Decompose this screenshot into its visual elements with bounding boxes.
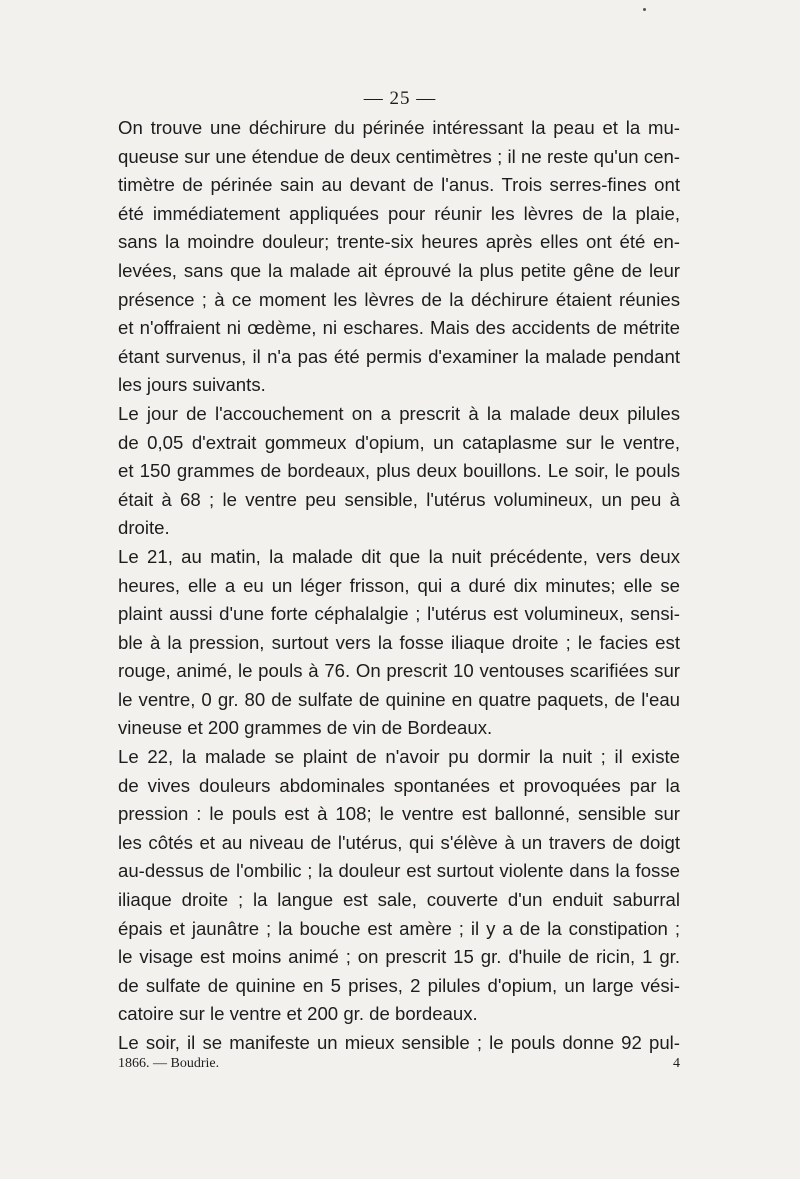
text-line: queuse sur une étendue de deux centimètres ; il ne reste qu'un cen- [118,145,680,167]
text-line: de 0,05 d'extrait gommeux d'opium, un cataplasme sur le ventre, [118,431,680,453]
text-line: rouge, animé, le pouls à 76. On prescrit 10 ventouses scarifiées sur [118,660,680,682]
signature-number: 4 [673,1056,680,1071]
text-line: étant survenus, il n'a pas été permis d'examiner la malade pendant [118,345,680,367]
text-line: de vives douleurs abdominales spontanées et provoquées par la [118,774,680,796]
footer-signature: 1866. — Boudrie. [118,1056,220,1071]
text-line: On trouve une déchirure du périnée intéressant la peau et la mu- [118,117,680,138]
text-line: les côtés et au niveau de l'utérus, qui s'élève à un travers de doigt [118,831,680,853]
text-line: et n'offraient ni œdème, ni eschares. Mais des accidents de métrite [118,317,680,339]
text-line: les jours suivants. [118,374,266,396]
page-footer [118,1056,680,1072]
body-text [118,114,680,1058]
paper-speck [643,8,646,11]
text-line: été immédiatement appliquées pour réunir les lèvres de la plaie, [118,202,680,224]
text-line: droite. [118,517,170,539]
text-line: catoire sur le ventre et 200 gr. de bordeaux. [118,1003,478,1025]
text-line: le visage est moins animé ; on prescrit 15 gr. d'huile de ricin, 1 gr. [118,946,680,968]
text-line: vineuse et 200 grammes de vin de Bordeaux. [118,717,493,739]
text-line: pression : le pouls est à 108; le ventre est ballonné, sensible sur [118,803,680,825]
text-line: levées, sans que la malade ait éprouvé la plus petite gêne de leur [118,259,680,281]
page-number: — 25 — [363,88,437,109]
text-line: était à 68 ; le ventre peu sensible, l'utérus volumineux, un peu à [118,488,680,510]
text-line: Le 22, la malade se plaint de n'avoir pu dormir la nuit ; il existe [118,746,680,768]
text-line: plaint aussi d'une forte céphalalgie ; l'utérus est volumineux, sensi- [118,603,680,625]
text-line: heures, elle a eu un léger frisson, qui a duré dix minutes; elle se [118,574,680,596]
text-line: de sulfate de quinine en 5 prises, 2 pilules d'opium, un large vési- [118,974,680,996]
text-line: Le 21, au matin, la malade dit que la nuit précédente, vers deux [118,545,680,567]
text-line: iliaque droite ; la langue est sale, couverte d'un enduit saburral [118,889,680,911]
text-line: Le soir, il se manifeste un mieux sensible ; le pouls donne 92 pul- [118,1032,680,1053]
text-line: épais et jaunâtre ; la bouche est amère ; il y a de la constipation ; [118,917,680,939]
text-line: timètre de périnée sain au devant de l'anus. Trois serres-fines ont [118,174,680,196]
text-line: et 150 grammes de bordeaux, plus deux bouillons. Le soir, le pouls [118,460,680,482]
text-line: Le jour de l'accouchement on a prescrit à la malade deux pilules [118,402,680,424]
text-line: le ventre, 0 gr. 80 de sulfate de quinine en quatre paquets, de l'eau [118,688,680,710]
text-line: au-dessus de l'ombilic ; la douleur est surtout violente dans la fosse [118,860,680,882]
text-line: ble à la pression, surtout vers la fosse iliaque droite ; le facies est [118,631,680,653]
text-line: présence ; à ce moment les lèvres de la déchirure étaient réunies [118,288,680,310]
text-line: sans la moindre douleur; trente-six heures après elles ont été en- [118,231,680,253]
